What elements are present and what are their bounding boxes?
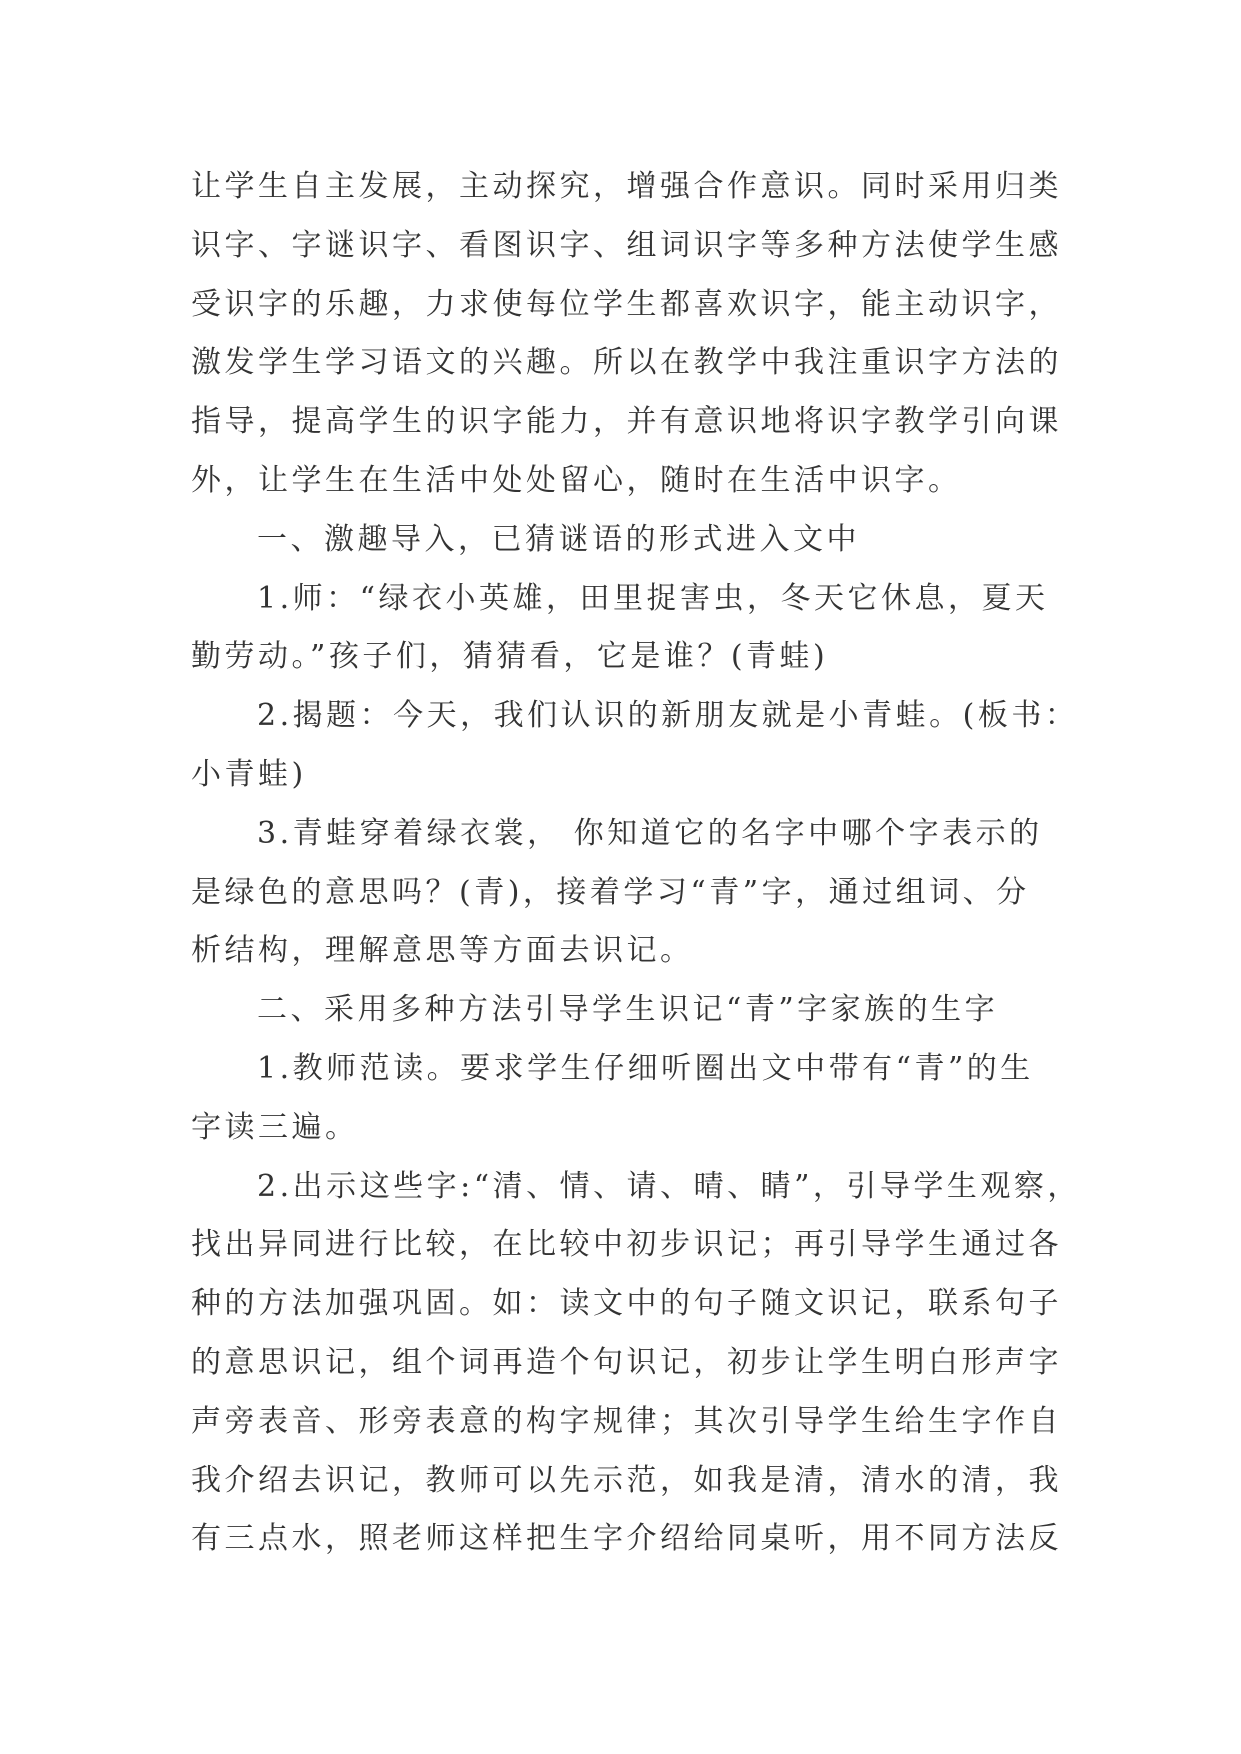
section-heading-1 bbox=[191, 511, 1061, 570]
text-line: 1.师：“绿衣小英雄，田里捉害虫，冬天它休息，夏天 bbox=[257, 580, 1049, 616]
paragraph-step-1-1 bbox=[191, 570, 1061, 688]
paragraph-step-2-1 bbox=[191, 1040, 1061, 1158]
text-line: 找出异同进行比较，在比较中初步识记；再引导学生通过各 bbox=[191, 1227, 1062, 1263]
text-line: 激发学生学习语文的兴趣。所以在教学中我注重识字方法的 bbox=[191, 345, 1062, 381]
paragraph-intro bbox=[191, 158, 1061, 511]
text-line: 析结构，理解意思等方面去识记。 bbox=[191, 933, 694, 969]
text-line: 是绿色的意思吗？(青)，接着学习“青”字，通过组词、分 bbox=[191, 874, 1030, 910]
text-line: 的意思识记，组个词再造个句识记，初步让学生明白形声字 bbox=[191, 1344, 1062, 1380]
text-line: 2.出示这些字:“清、情、请、晴、睛”，引导学生观察， bbox=[257, 1168, 1081, 1204]
text-line: 受识字的乐趣，力求使每位学生都喜欢识字，能主动识字， bbox=[191, 286, 1062, 322]
text-line: 3.青蛙穿着绿衣裳， 你知道它的名字中哪个字表示的 bbox=[257, 815, 1043, 851]
text-line: 我介绍去识记，教师可以先示范，如我是清，清水的清，我 bbox=[191, 1462, 1062, 1498]
text-line: 让学生自主发展，主动探究，增强合作意识。同时采用归类 bbox=[191, 169, 1062, 204]
paragraph-step-2-2 bbox=[191, 1158, 1081, 1570]
text-line: 指导，提高学生的识字能力，并有意识地将识字教学引向课 bbox=[191, 404, 1062, 440]
heading-line: 一、激趣导入，已猜谜语的形式进入文中 bbox=[257, 521, 860, 557]
paragraph-step-1-2 bbox=[191, 687, 1079, 805]
text-line: 小青蛙) bbox=[191, 756, 307, 792]
document-body bbox=[191, 158, 1081, 1569]
text-line: 声旁表音、形旁表意的构字规律；其次引导学生给生字作自 bbox=[191, 1403, 1062, 1439]
section-heading-2 bbox=[191, 981, 1061, 1040]
text-line: 识字、字谜识字、看图识字、组词识字等多种方法使学生感 bbox=[191, 227, 1062, 263]
text-line: 1.教师范读。要求学生仔细听圈出文中带有“青”的生 bbox=[257, 1050, 1034, 1086]
text-line: 种的方法加强巩固。如：读文中的句子随文识记，联系句子 bbox=[191, 1286, 1062, 1322]
text-line: 字读三遍。 bbox=[191, 1109, 359, 1145]
paragraph-step-1-3 bbox=[191, 805, 1061, 981]
text-line: 勤劳动。”孩子们，猜猜看，它是谁？(青蛙) bbox=[191, 639, 829, 675]
text-line: 2.揭题：今天，我们认识的新朋友就是小青蛙。(板书： bbox=[257, 698, 1079, 734]
text-line: 有三点水，照老师这样把生字介绍给同桌听，用不同方法反 bbox=[191, 1521, 1062, 1557]
text-line: 外，让学生在生活中处处留心，随时在生活中识字。 bbox=[191, 462, 962, 498]
heading-line: 二、采用多种方法引导学生识记“青”字家族的生字 bbox=[257, 992, 999, 1028]
